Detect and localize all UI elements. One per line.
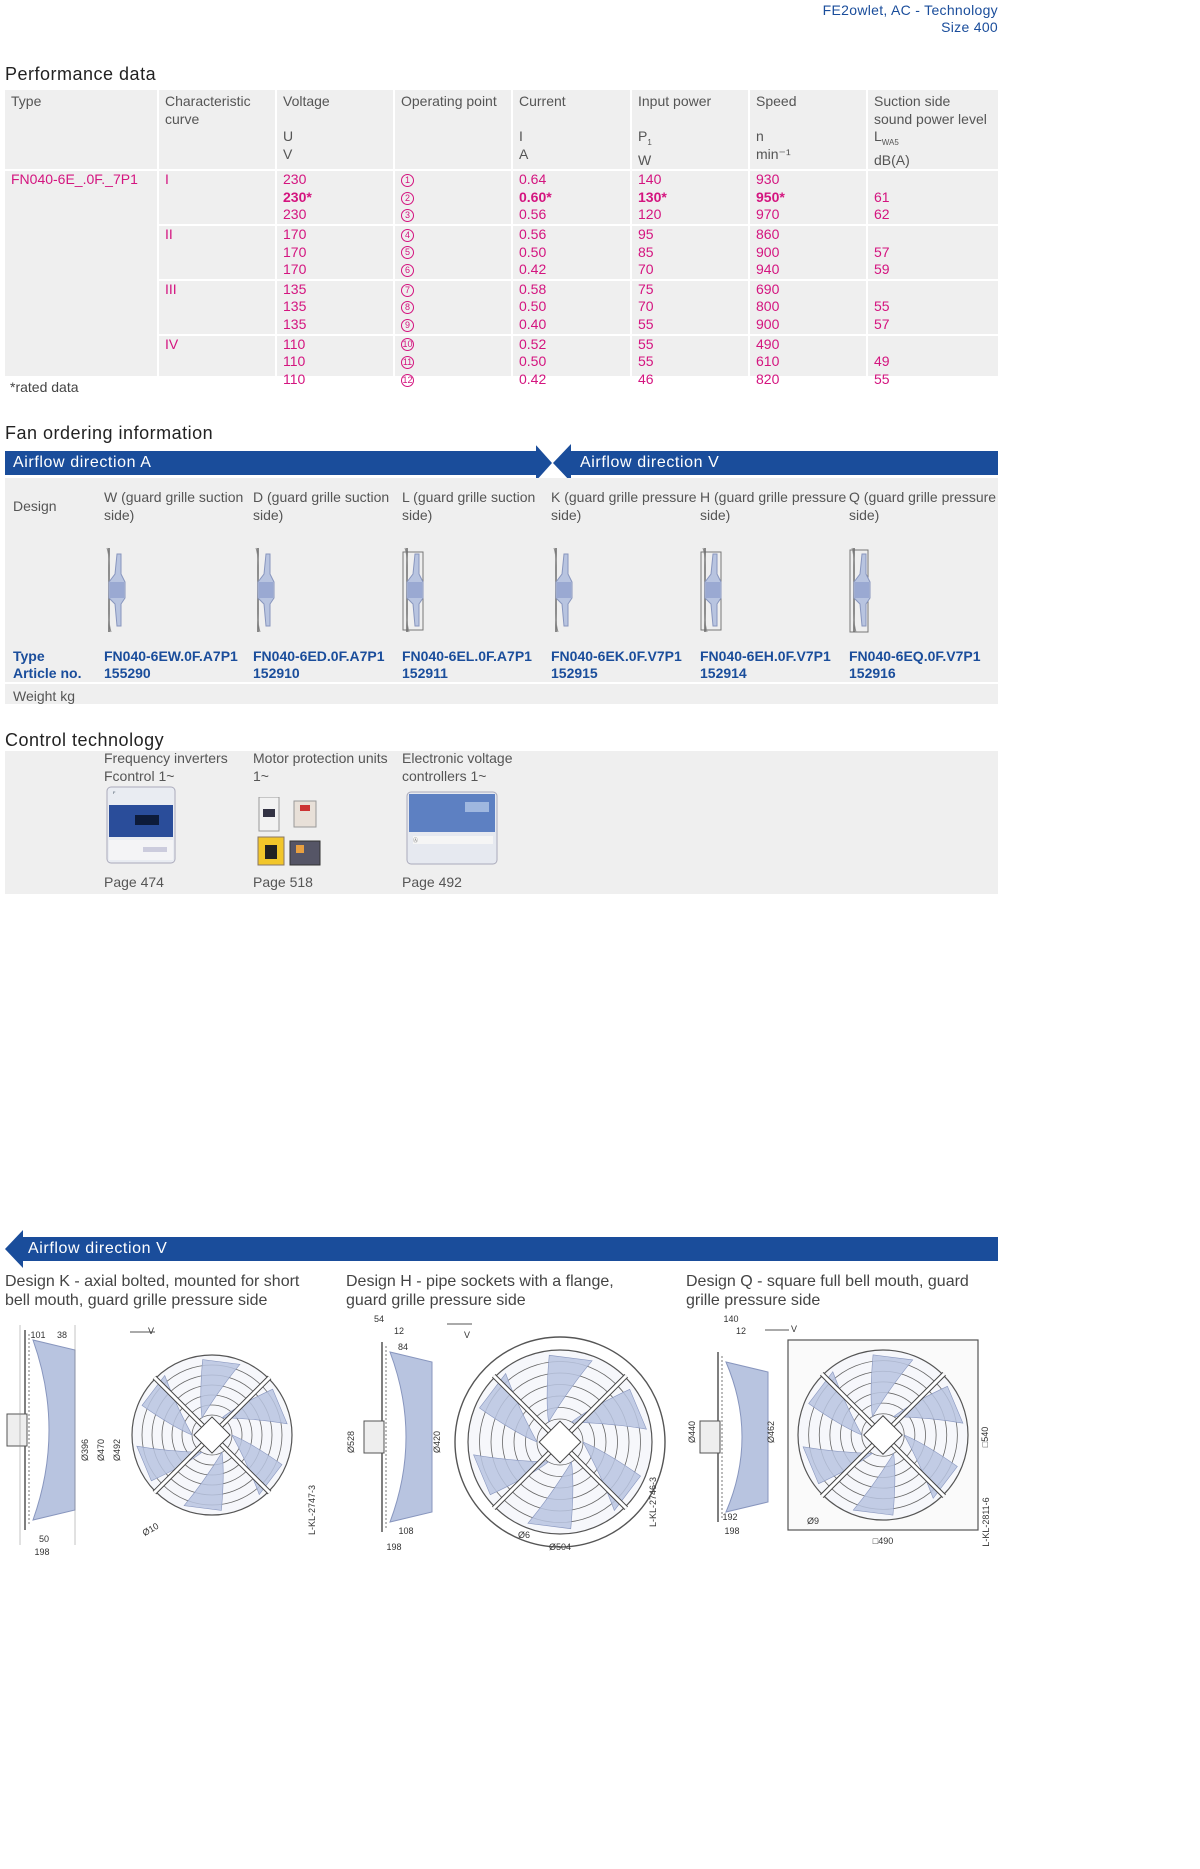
design-name: K (guard grille pressure side) [551,489,697,523]
table-row [5,371,998,389]
table-row [5,261,998,279]
cell-n: 950* [756,188,785,205]
cell-u: 110 [283,335,306,352]
cell-n: 490 [756,335,780,352]
drawing-h [342,1312,672,1558]
cell-p: 85 [638,243,654,260]
cell-i: 0.60* [519,188,552,205]
header-operating-point: Operating point [401,93,497,109]
header-line1: FE2owlet, AC - Technology [822,2,998,18]
dimension-label: Ø420 [432,1430,442,1454]
page-header [823,2,998,36]
cell-i: 0.58 [519,280,547,297]
airflow-v-bar: Airflow direction V [570,451,998,475]
design-article: 152914 [700,665,747,681]
dimension-label: 12 [393,1326,405,1336]
header-type: Type [11,93,42,109]
unit-w: W [638,151,652,168]
airflow-arrows [536,444,571,482]
header-speed: Speed [756,93,797,109]
cell-p: 70 [638,298,654,315]
dimension-label: 108 [398,1526,414,1536]
design-name: Q (guard grille pressure side) [849,489,997,523]
rated-data-note: *rated data [10,379,79,395]
drawing-q-title: Design Q - square full bell mouth, guard grille pressure side [686,1273,969,1309]
cell-u: 230 [283,171,307,188]
cell-n: 900 [756,243,780,260]
sym-i: I [519,128,523,145]
dimension-label: Ø528 [346,1430,356,1454]
cell-curve: I [165,171,169,188]
dimension-label: 50 [38,1534,50,1544]
frequency-inverter-image [105,785,177,867]
cell-i: 0.50 [519,298,547,315]
sym-n: n [756,128,764,145]
control-item-name: Electronic voltage controllers 1~ [402,750,513,784]
control-title: Control technology [5,730,165,750]
dimension-label: L-KL-2747-3 [307,1484,317,1536]
design-article: 152910 [253,665,300,681]
design-type: FN040-6EQ.0F.V7P1 [849,648,981,664]
operating-point-badge: 9 [401,319,414,332]
dimension-label: Ø504 [548,1542,572,1552]
sym-l: L [874,128,882,145]
operating-point-badge: 11 [402,356,413,367]
cell-u: 230* [283,188,312,205]
design-label: Design [13,498,57,514]
dimension-label: V [791,1324,798,1334]
dimension-label: Ø470 [96,1438,106,1462]
airflow-a-bar: Airflow direction A [5,451,538,475]
cell-u: 135 [283,280,307,297]
dimension-label: 198 [386,1542,402,1552]
cell-p: 75 [638,280,654,297]
cell-n: 800 [756,298,780,315]
cell-n: 930 [756,171,780,188]
control-item-name: Motor protection units 1~ [253,750,388,784]
drawing-q [683,1312,1000,1558]
cell-p: 140 [638,171,662,188]
design-type: FN040-6EL.0F.A7P1 [402,648,532,664]
cell-i: 0.42 [519,261,547,278]
control-page-link[interactable]: Page 518 [253,874,313,890]
cell-p: 70 [638,261,654,278]
operating-point-badge: 8 [401,301,414,314]
sym-p-sub: 1 [647,137,652,147]
article-label: Article no. [13,665,82,681]
motor-protection-image [254,797,324,869]
header-current: Current [519,93,566,109]
cell-u: 110 [283,370,306,387]
cell-p: 130* [638,188,667,205]
cell-n: 900 [756,315,780,332]
header-voltage: Voltage [283,93,330,109]
cell-u: 230 [283,206,307,223]
cell-n: 940 [756,261,780,278]
cell-l: 62 [874,206,890,223]
cell-i: 0.56 [519,206,547,223]
dimension-label: 198 [724,1526,740,1536]
design-name: L (guard grille suction side) [402,489,536,523]
dimension-label: 38 [56,1330,68,1340]
control-page-link[interactable]: Page 474 [104,874,164,890]
dimension-label: 54 [373,1314,385,1324]
fan-side-icon [103,544,133,636]
header-line2: Size 400 [941,19,998,35]
type-label: Type [13,648,45,664]
dimension-label: Ø9 [806,1516,820,1526]
cell-u: 170 [283,261,307,278]
cell-i: 0.50 [519,243,547,260]
cell-curve: III [165,280,177,297]
cell-u: 170 [283,225,307,242]
cell-n: 820 [756,370,780,387]
cell-curve: II [165,225,173,242]
cell-i: 0.42 [519,370,547,387]
dimension-label: L-KL-2746-3 [648,1476,658,1528]
cell-u: 110 [283,353,306,370]
cell-p: 55 [638,353,654,370]
cell-l: 59 [874,261,890,278]
cell-i: 0.40 [519,315,547,332]
operating-point-badge: 10 [402,339,413,350]
table-row [5,298,998,316]
design-name: D (guard grille suction side) [253,489,390,523]
design-name: W (guard grille suction side) [104,489,244,523]
design-type: FN040-6ED.0F.A7P1 [253,648,385,664]
cell-p: 55 [638,335,654,352]
header-curve: Characteristic curve [165,93,251,127]
sym-u: U [283,128,294,145]
cell-u: 135 [283,298,307,315]
fan-side-icon [401,544,431,636]
dimension-label: Ø6 [517,1530,531,1540]
cell-l: 49 [874,353,890,370]
drawing-k-title: Design K - axial bolted, mounted for short bell mouth, guard grille pressure side [5,1273,300,1309]
table-row [5,224,998,244]
unit-a: A [519,145,529,162]
cell-i: 0.56 [519,225,547,242]
cell-curve: IV [165,335,179,352]
unit-v: V [283,145,293,162]
cell-n: 860 [756,225,780,242]
svg-text:F: F [113,790,116,795]
table-row [5,316,998,334]
dimension-label: V [148,1326,155,1336]
table-row [5,206,998,224]
cell-l: 55 [874,298,890,315]
fan-side-icon [252,544,282,636]
voltage-controller-image [405,790,499,866]
cell-i: 0.50 [519,353,547,370]
design-article: 155290 [104,665,151,681]
drawing-h-title: Design H - pipe sockets with a flange, guard grille pressure side [346,1273,614,1309]
drawing-k [0,1320,330,1558]
performance-title: Performance data [5,64,157,84]
design-name: H (guard grille pressure side) [700,489,847,523]
dimension-label: Ø462 [766,1420,776,1444]
dimension-label: Ø440 [687,1420,697,1444]
design-article: 152916 [849,665,896,681]
svg-text:Ⓐ: Ⓐ [413,838,419,844]
cell-p: 46 [638,370,654,387]
cell-l: 57 [874,243,890,260]
operating-point-badge: 12 [402,374,413,385]
dimension-label: Ø396 [80,1438,90,1462]
dimension-label: □490 [872,1536,894,1546]
cell-n: 690 [756,280,780,297]
table-row [5,279,998,299]
unit-min: min⁻¹ [756,145,791,162]
operating-point-badge: 2 [401,192,414,205]
operating-point-badge: 1 [401,174,414,187]
cell-i: 0.52 [519,335,547,352]
performance-table [5,90,998,388]
cell-u: 170 [283,243,307,260]
dimension-label: 140 [723,1314,739,1324]
sym-l-sub: WA5 [881,137,899,147]
sym-p: P [638,128,648,145]
cell-p: 95 [638,225,654,242]
cell-n: 970 [756,206,780,223]
cell-l: 57 [874,315,890,332]
cell-l: 55 [874,370,890,387]
drawings-airflow-bar: Airflow direction V [20,1237,998,1261]
operating-point-badge: 4 [401,229,414,242]
cell-p: 55 [638,315,654,332]
fan-side-icon [550,544,580,636]
weight-label: Weight kg [13,688,75,704]
weight-row [5,684,998,704]
dimension-label: □540 [980,1426,990,1448]
table-row [5,334,998,354]
table-header-row [5,90,998,169]
dimension-label: Ø10 [140,1520,161,1538]
unit-db: dB(A) [874,151,910,168]
design-article: 152915 [551,665,598,681]
control-item-name: Frequency inverters Fcontrol 1~ [104,750,228,784]
cell-p: 120 [638,206,662,223]
table-row [5,353,998,371]
control-page-link[interactable]: Page 492 [402,874,462,890]
cell-l: 61 [874,188,890,205]
header-input-power: Input power [638,93,712,109]
operating-point-badge: 5 [401,246,414,259]
header-sound: Suction side sound power level [874,93,987,127]
dimension-label: 198 [34,1547,50,1557]
table-row [5,189,998,207]
dimension-label: L-KL-2811-6 [981,1497,991,1547]
cell-u: 135 [283,315,307,332]
design-article: 152911 [402,665,448,681]
table-row [5,169,998,189]
operating-point-badge: 3 [401,209,414,222]
dimension-label: 84 [397,1342,409,1352]
design-type: FN040-6EH.0F.V7P1 [700,648,831,664]
type-value: FN040-6E_.0F._7P1 [11,171,138,188]
ordering-title: Fan ordering information [5,423,214,443]
operating-point-badge: 6 [401,264,414,277]
cell-n: 610 [756,353,780,370]
dimension-label: 192 [722,1512,738,1522]
fan-side-icon [848,544,878,636]
table-row [5,244,998,262]
dimension-label: 101 [30,1330,46,1340]
design-type: FN040-6EK.0F.V7P1 [551,648,682,664]
dimension-label: 12 [735,1326,747,1336]
dimension-label: V [464,1330,471,1340]
cell-i: 0.64 [519,171,547,188]
dimension-label: Ø492 [112,1438,122,1462]
fan-side-icon [699,544,729,636]
design-type: FN040-6EW.0F.A7P1 [104,648,238,664]
operating-point-badge: 7 [401,284,414,297]
